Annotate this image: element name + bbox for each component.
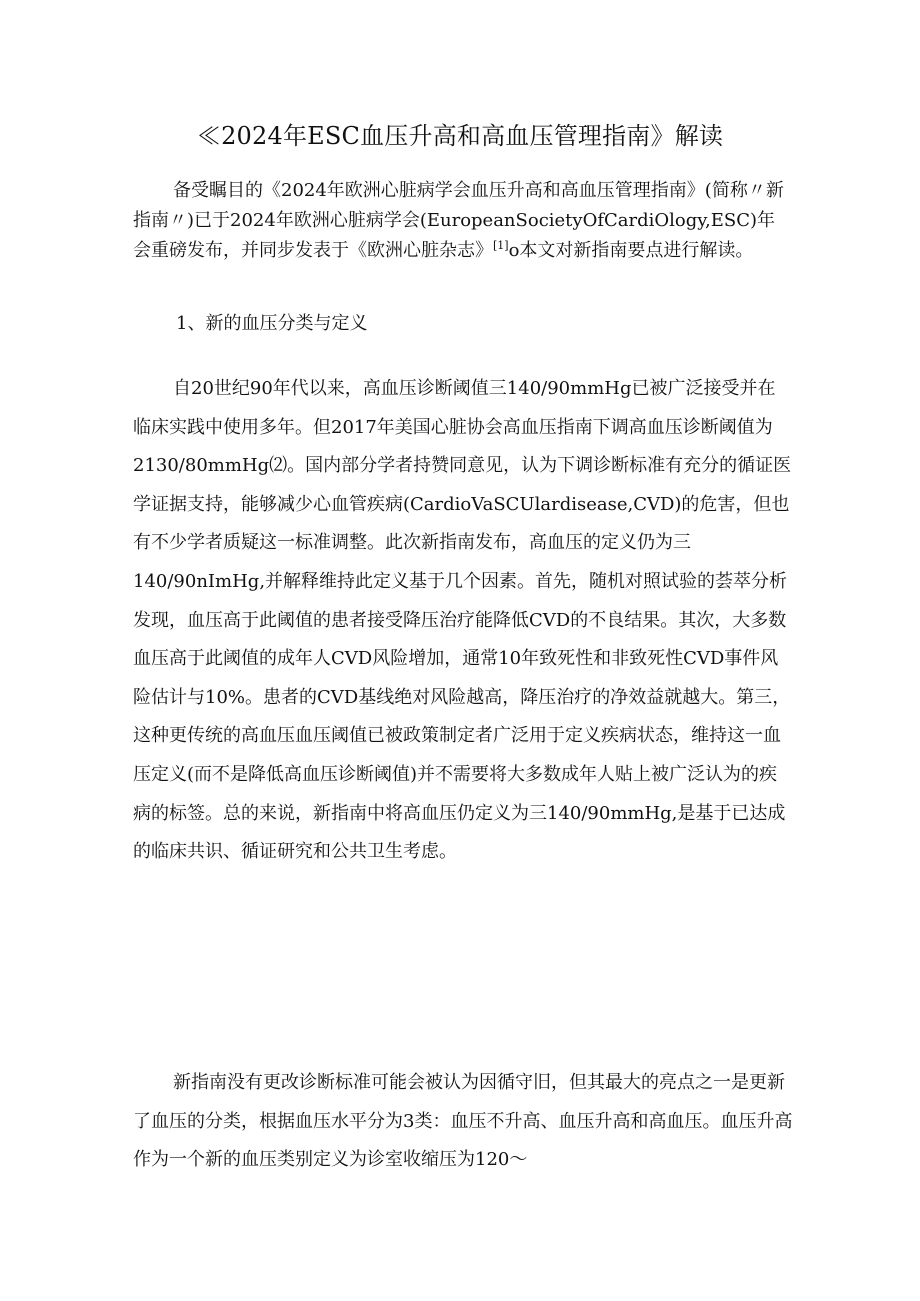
- document-title: ≪2024年ESC血压升高和高血压管理指南》解读: [196, 122, 724, 150]
- intro-text: 备受瞩目的《2024年欧洲心脏病学会血压升高和高血压管理指南》(简称〃新指南〃)已于2024年欧洲心脏病学会(EuropeanSocietyOfCardiOlogy,ESC)年会重磅发布，并同步发表于《欧洲心脏杂志》: [133, 180, 784, 261]
- intro-text-end: o本文对新指南要点进行解读。: [508, 240, 754, 261]
- intro-paragraph: [133, 176, 793, 266]
- body-paragraph-1: 自20世纪90年代以来，高血压诊断阈值三140/90mmHg已被广泛接受并在临床实践中使用多年。但2017年美国心脏协会高血压指南下调高血压诊断阈值为2130/80mmHg⑵。国内部分学者持赞同意见，认为下调诊断标准有充分的循证医学证据支持，能够减少心血管疾病(CardioVaSCUlardisease,CVD)的危害，但也有不少学者质疑这一标准调整。此次新指南发布，高血压的定义仍为三140/90nImHg,并解释维持此定义基于几个因素。首先，随机对照试验的荟萃分析发现，血压高于此阈值的患者接受降压治疗能降低CVD的不良结果。其次，大多数血压高于此阈值的成年人CVD风险增加，通常10年致死性和非致死性CVD事件风险估计与10%。患者的CVD基线绝对风险越高，降压治疗的净效益就越大。第三，这种更传统的高血压血压阈值已被政策制定者广泛用于定义疾病状态，维持这一血压定义(而不是降低高血压诊断阈值)并不需要将大多数成年人贴上被广泛认为的疾病的标签。总的来说，新指南中将高血压仍定义为三140/90mmHg,是基于已达成的临床共识、循证研究和公共卫生考虑。: [133, 378, 792, 863]
- section-heading: 1、新的血压分类与定义: [176, 313, 368, 334]
- citation-ref: [1]: [493, 239, 509, 252]
- body-paragraph-2: 新指南没有更改诊断标准可能会被认为因循守旧，但其最大的亮点之一是更新了血压的分类，根据血压水平分为3类：血压不升高、血压升高和高血压。血压升高作为一个新的血压类别定义为诊室收缩压为120〜: [133, 1072, 793, 1171]
